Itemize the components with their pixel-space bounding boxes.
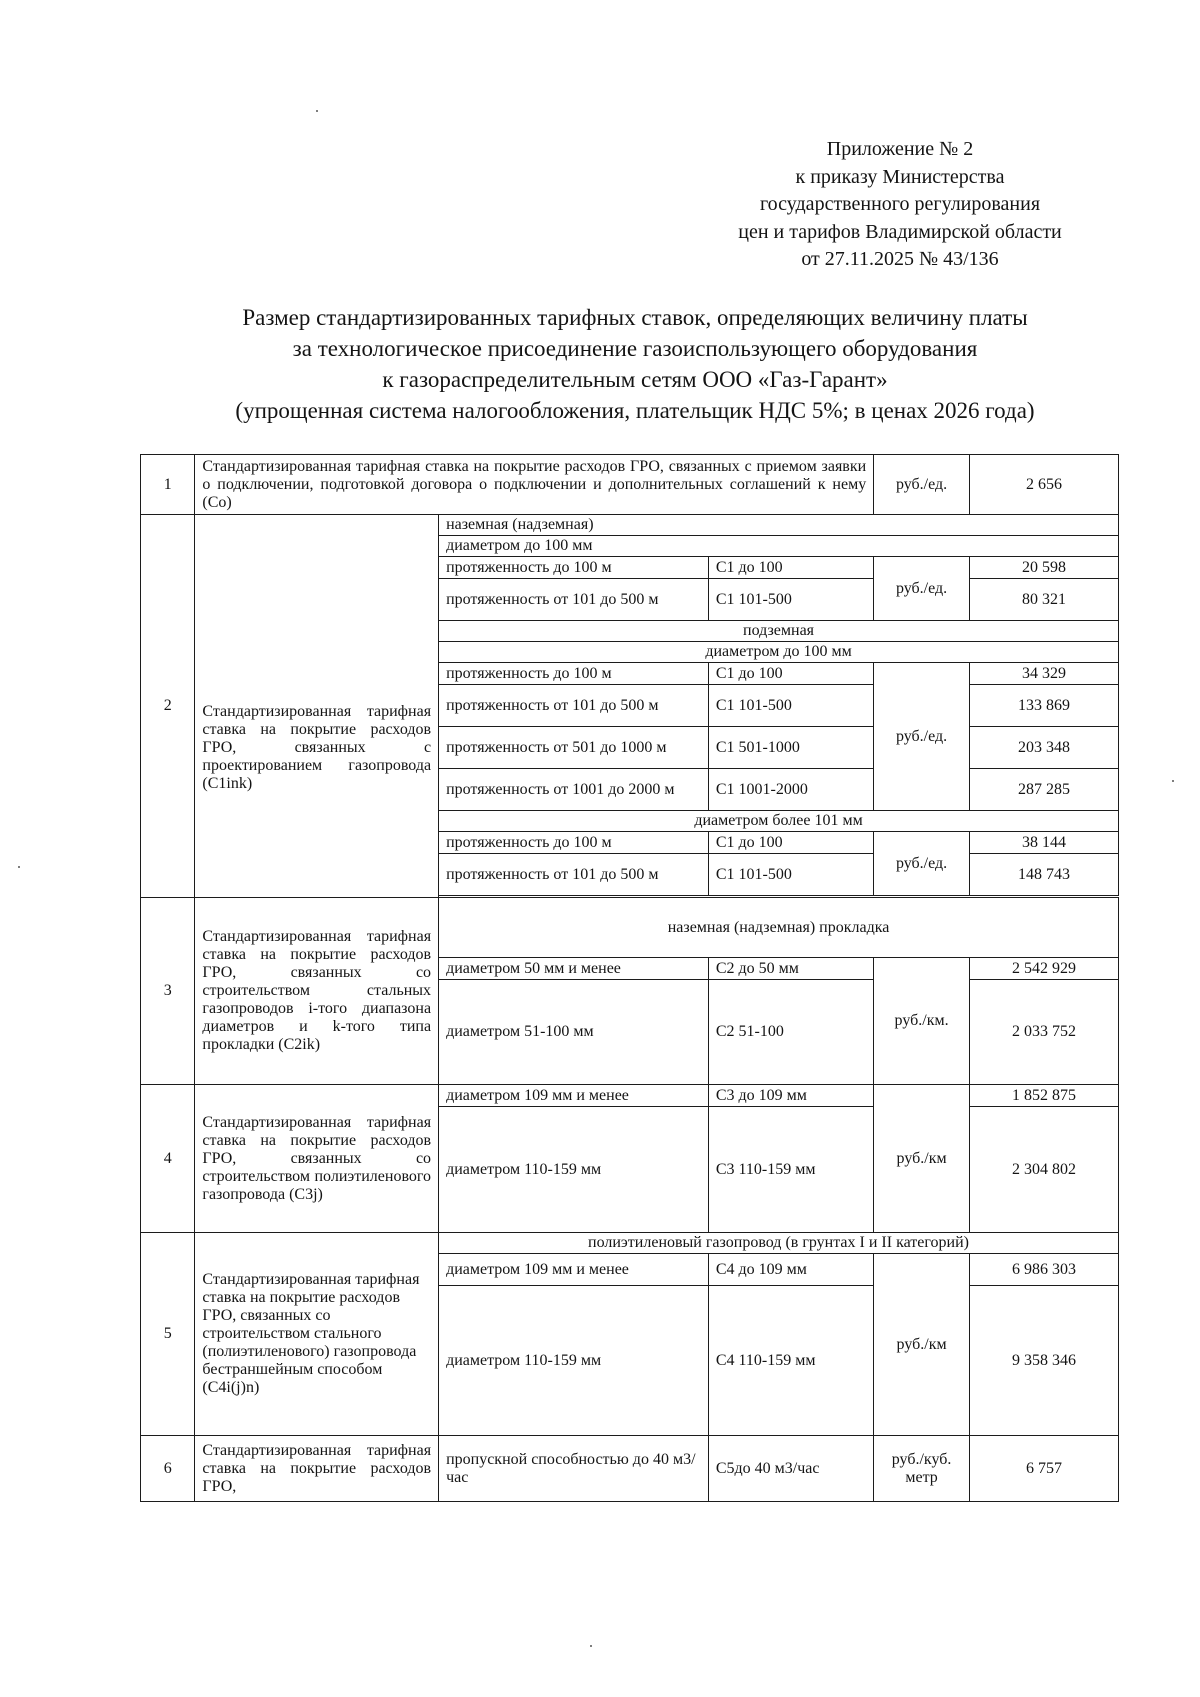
subsection-header: диаметром более 101 мм	[439, 811, 1119, 832]
title-line: к газораспределительным сетям ООО «Газ-Гарант»	[382, 367, 888, 392]
param-cell: диаметром 109 мм и менее	[439, 1254, 709, 1286]
title-line: Размер стандартизированных тарифных ставок, определяющих величину платы	[242, 305, 1028, 330]
unit-cell: руб./ед.	[874, 455, 970, 515]
table-row	[141, 1436, 1119, 1502]
document-title	[150, 302, 1120, 426]
value-cell: 2 304 802	[969, 1107, 1118, 1233]
subsection-header: полиэтиленовый газопровод (в грунтах I и II категорий)	[439, 1233, 1119, 1254]
subsection-header: диаметром до 100 мм	[439, 642, 1119, 663]
code-cell: С2 до 50 мм	[708, 958, 873, 980]
param-cell: диаметром 110-159 мм	[439, 1286, 709, 1436]
code-cell: С1 до 100	[708, 832, 873, 854]
rate-description: Стандартизированная тарифная ставка на покрытие расходов ГРО, связанных с приемом заявки о подключении, подготовкой договора о подключении и дополнительных соглашений к нему (Со)	[195, 455, 874, 515]
appendix-line: к приказу Министерства	[795, 165, 1005, 188]
appendix-line: от 27.11.2025 № 43/136	[801, 248, 999, 270]
scan-speck	[18, 866, 20, 868]
param-cell: пропускной способностью до 40 м3/час	[439, 1436, 709, 1502]
value-cell: 6 757	[969, 1436, 1118, 1502]
code-cell: С1 до 100	[708, 557, 873, 579]
rate-description: Стандартизированная тарифная ставка на покрытие расходов ГРО, связанных со строительством стальных газопроводов i-того диапазона диаметров и k-того типа прокладки (C2ik)	[195, 898, 439, 1085]
unit-cell: руб./ед.	[874, 557, 970, 621]
title-line: за технологическое присоединение газоиспользующего оборудования	[292, 336, 978, 361]
table-row	[141, 515, 1119, 536]
value-cell: 203 348	[969, 727, 1118, 769]
value-cell: 6 986 303	[969, 1254, 1118, 1286]
code-cell: С5до 40 м3/час	[708, 1436, 873, 1502]
code-cell: С3 110-159 мм	[708, 1107, 873, 1233]
value-cell: 133 869	[969, 685, 1118, 727]
appendix-line: цен и тарифов Владимирской области	[738, 220, 1062, 243]
code-cell: С1 1001-2000	[708, 769, 873, 811]
rate-description: Стандартизированная тарифная ставка на покрытие расходов ГРО, связанных со строительством стального (полиэтиленового) газопровода бестраншейным способом (C4i(j)n)	[195, 1233, 439, 1436]
table-row	[141, 1233, 1119, 1254]
value-cell: 80 321	[969, 579, 1118, 621]
subsection-header: диаметром до 100 мм	[439, 536, 1119, 557]
scan-speck	[1172, 780, 1174, 782]
param-cell: диаметром 110-159 мм	[439, 1107, 709, 1233]
code-cell: С1 101-500	[708, 579, 873, 621]
param-cell: протяженность от 501 до 1000 м	[439, 727, 709, 769]
row-number: 1	[141, 455, 195, 515]
unit-cell: руб./км	[874, 1085, 970, 1233]
rate-description: Стандартизированная тарифная ставка на покрытие расходов ГРО, связанных со строительством полиэтиленового газопровода (C3j)	[195, 1085, 439, 1233]
value-cell: 20 598	[969, 557, 1118, 579]
code-cell: С3 до 109 мм	[708, 1085, 873, 1107]
rate-description: Стандартизированная тарифная ставка на покрытие расходов ГРО,	[195, 1436, 439, 1502]
subsection-header: подземная	[439, 621, 1119, 642]
value-cell: 148 743	[969, 854, 1118, 896]
unit-cell: руб./км.	[874, 958, 970, 1085]
value-cell: 2 656	[969, 455, 1118, 515]
unit-cell: руб./ед.	[874, 832, 970, 896]
value-cell: 9 358 346	[969, 1286, 1118, 1436]
unit-cell: руб./куб. метр	[874, 1436, 970, 1502]
code-cell: С4 до 109 мм	[708, 1254, 873, 1286]
code-cell: С1 до 100	[708, 663, 873, 685]
code-cell: С1 101-500	[708, 854, 873, 896]
param-cell: диаметром 50 мм и менее	[439, 958, 709, 980]
value-cell: 2 542 929	[969, 958, 1118, 980]
table-row	[141, 898, 1119, 958]
value-cell: 34 329	[969, 663, 1118, 685]
param-cell: протяженность до 100 м	[439, 557, 709, 579]
row-number: 2	[141, 515, 195, 898]
tariff-table	[140, 454, 1119, 1502]
scan-speck	[590, 1645, 592, 1647]
param-cell: протяженность до 100 м	[439, 832, 709, 854]
appendix-line: государственного регулирования	[759, 193, 1041, 215]
param-cell: диаметром 109 мм и менее	[439, 1085, 709, 1107]
code-cell: С2 51-100	[708, 980, 873, 1085]
row-number: 6	[141, 1436, 195, 1502]
row-number: 4	[141, 1085, 195, 1233]
appendix-line: Приложение № 2	[826, 138, 974, 160]
table-row	[141, 1085, 1119, 1107]
param-cell: диаметром 51-100 мм	[439, 980, 709, 1085]
scan-speck	[316, 110, 318, 112]
param-cell: протяженность от 101 до 500 м	[439, 854, 709, 896]
title-line: (упрощенная система налогообложения, плательщик НДС 5%; в ценах 2026 года)	[235, 398, 1035, 423]
subsection-header: наземная (надземная) прокладка	[439, 898, 1119, 958]
value-cell: 1 852 875	[969, 1085, 1118, 1107]
table-row	[141, 455, 1119, 515]
value-cell: 287 285	[969, 769, 1118, 811]
code-cell: С1 101-500	[708, 685, 873, 727]
value-cell: 2 033 752	[969, 980, 1118, 1085]
rate-description: Стандартизированная тарифная ставка на покрытие расходов ГРО, связанных с проектированием газопровода (C1ink)	[195, 515, 439, 898]
code-cell: С1 501-1000	[708, 727, 873, 769]
unit-cell: руб./км	[874, 1254, 970, 1436]
code-cell: С4 110-159 мм	[708, 1286, 873, 1436]
row-number: 3	[141, 898, 195, 1085]
param-cell: протяженность до 100 м	[439, 663, 709, 685]
unit-cell: руб./ед.	[874, 663, 970, 811]
param-cell: протяженность от 101 до 500 м	[439, 685, 709, 727]
subsection-header: наземная (надземная)	[439, 515, 1119, 536]
param-cell: протяженность от 1001 до 2000 м	[439, 769, 709, 811]
value-cell: 38 144	[969, 832, 1118, 854]
appendix-header	[690, 136, 1110, 274]
row-number: 5	[141, 1233, 195, 1436]
param-cell: протяженность от 101 до 500 м	[439, 579, 709, 621]
